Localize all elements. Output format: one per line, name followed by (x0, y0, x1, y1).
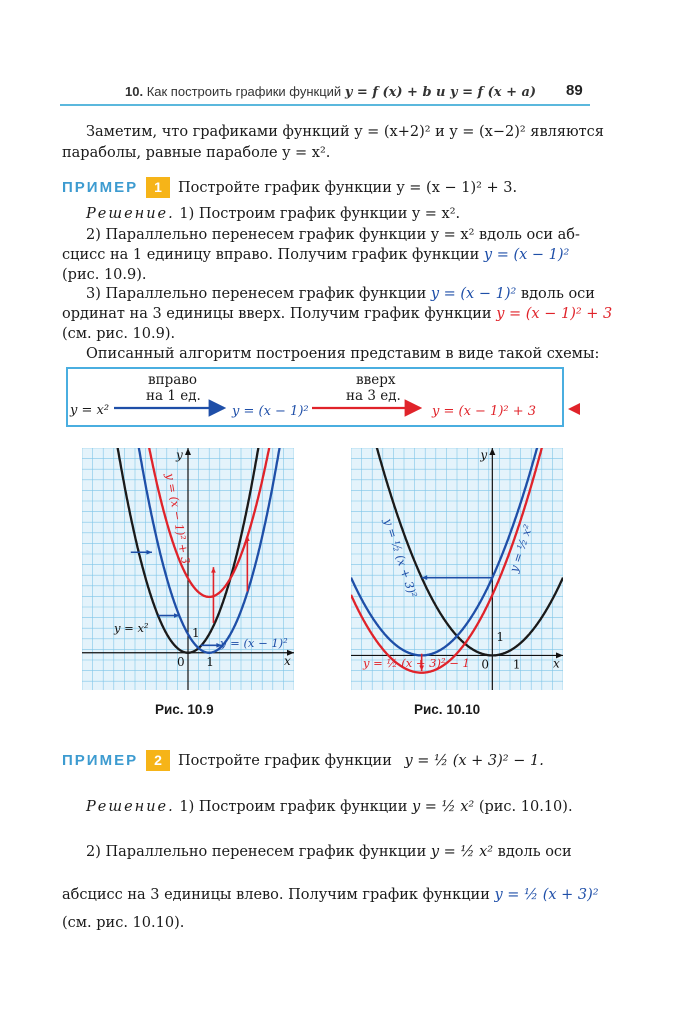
y-axis-label: y (480, 448, 488, 462)
scheme-arrows (0, 0, 690, 440)
step3-text-b: вдоль оси (520, 286, 595, 302)
scheme-pointer (568, 403, 580, 415)
example2-step1-text: 1) Построим график функции (179, 799, 408, 815)
fig1-caption: Рис. 10.9 (155, 702, 214, 717)
step3-text-c: ординат на 3 единицы вверх. Получим график функции (62, 306, 492, 322)
fig2-caption: Рис. 10.10 (414, 702, 481, 717)
example2-solution-label: Решение. (86, 799, 175, 815)
example2-step2-l3: (см. рис. 10.10). (62, 915, 185, 931)
example2-step2-formula: y = ½ x² (430, 844, 494, 860)
example2-step1-ref: (рис. 10.10). (478, 799, 573, 815)
example2-tag: ПРИМЕР (62, 752, 139, 769)
example2-step1-formula: y = ½ x² (412, 799, 475, 815)
scheme-arrow1-bottom: на 1 ед. (146, 388, 201, 404)
solution-label: Решение. (86, 206, 175, 222)
x-one-label: 1 (206, 654, 214, 669)
example2-step2-formula2: y = ½ (x + 3)² (494, 887, 599, 903)
example2-step2-line2: абсцисс на 3 единицы влево. Получим график функции (62, 887, 490, 903)
curve-label-base: y = ½ x² (506, 522, 536, 574)
scheme-arrow2-bottom: на 3 ед. (346, 388, 401, 404)
x-axis-label: x (284, 653, 291, 668)
step3-formula-blue: y = (x − 1)² (430, 286, 517, 302)
scheme-mid: y = (x − 1)² (232, 404, 309, 419)
example1-step3-l3: (см. рис. 10.9). (62, 326, 176, 342)
intro-line-2: параболы, равные параболе y = x². (62, 145, 331, 161)
scheme-arrow1-top: вправо (148, 372, 198, 388)
header-formula: y = f (x) + b и y = f (x + a) (344, 85, 537, 100)
scheme-arrow2-top: вверх (356, 372, 396, 388)
curve-label-blue: y = ½ (x + 3)² (381, 516, 420, 600)
origin-label: 0 (177, 654, 185, 669)
example2-task (178, 751, 544, 771)
curve-label-red: y = (x − 1)² + 3 (163, 472, 193, 566)
x-axis-label: x (553, 656, 560, 671)
example1-tag: ПРИМЕР (62, 179, 139, 196)
example2-step2-text: 2) Параллельно перенесем график функции (86, 844, 427, 860)
y-one-label: 1 (496, 630, 504, 645)
header-title: Как построить графики функций (146, 84, 342, 99)
example2-step2-l2 (62, 885, 599, 905)
step2-text: сцисс на 1 единицу вправо. Получим график функции (62, 247, 480, 263)
intro-line-1: Заметим, что графиками функций y = (x+2)² и y = (x−2)² являются (86, 124, 604, 140)
section-number: 10. (125, 84, 144, 99)
example2-task-text: Постройте график функции (178, 753, 392, 769)
page-number: 89 (566, 82, 583, 99)
y-axis-label: y (176, 448, 183, 462)
y-one-label: 1 (192, 626, 200, 641)
x-one-label: 1 (512, 657, 521, 672)
scheme-intro: Описанный алгоритм построения представим в виде такой схемы: (86, 346, 600, 362)
example1-step2-l3: (рис. 10.9). (62, 267, 147, 283)
example2-step2-l1 (86, 842, 572, 862)
step3-formula-red: y = (x − 1)² + 3 (496, 306, 613, 322)
example1-number: 1 (146, 177, 170, 198)
step3-text-a: 3) Параллельно перенесем график функции (86, 286, 427, 302)
example2-number: 2 (146, 750, 170, 771)
curve-label-blue: y = (x − 1)² (220, 636, 288, 650)
figure-10-10 (351, 448, 563, 690)
step2-formula: y = (x − 1)² (483, 247, 570, 263)
example1-task: Постройте график функции y = (x − 1)² + 3. (178, 180, 518, 196)
example1-step2-l1: 2) Параллельно перенесем график функции y = x² вдоль оси аб- (86, 227, 580, 243)
example2-step2-text-b: вдоль оси (497, 844, 572, 860)
scheme-start: y = x² (70, 403, 110, 418)
scheme-end: y = (x − 1)² + 3 (432, 404, 537, 419)
origin-label: 0 (481, 657, 489, 672)
figure-10-9 (82, 448, 294, 690)
example2-step1 (86, 797, 573, 817)
curve-label-red: y = ½ (x + 3)² − 1 (363, 656, 470, 670)
example2-task-formula: y = ½ (x + 3)² − 1. (404, 753, 544, 769)
curve-label-base: y = x² (114, 621, 149, 635)
step1-text: 1) Построим график функции y = x². (179, 206, 461, 222)
